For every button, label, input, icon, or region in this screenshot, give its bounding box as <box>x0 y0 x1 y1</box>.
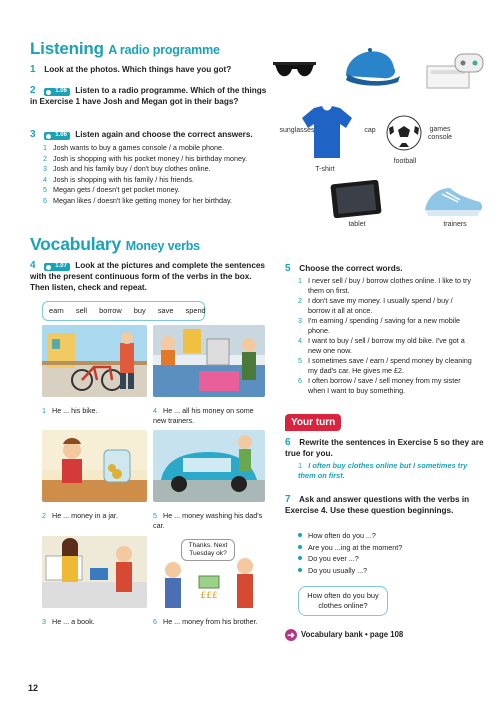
list-item-text: Megan likes / doesn't like getting money for her birthday. <box>53 195 233 205</box>
list-item <box>298 336 473 355</box>
caption-text: He ... all his money on some new trainers. <box>153 406 254 425</box>
picture-3 <box>42 536 147 608</box>
listening-title: Listening <box>30 39 104 58</box>
list-item-number: 4 <box>43 174 47 184</box>
caption-4 <box>153 406 265 425</box>
games-console-label: games console <box>427 126 453 141</box>
sunglasses-label: sunglasses <box>279 127 315 134</box>
list-item <box>298 376 473 395</box>
ex2-text: Listen to a radio programme. Which of the things in Exercise 1 have Josh and Megan got in their bags? <box>30 86 267 107</box>
audio-track-icon[interactable]: 1.07 <box>44 263 70 271</box>
list-item-number: 5 <box>43 185 47 194</box>
ex4-number: 4 <box>30 260 36 271</box>
list-item <box>43 154 263 164</box>
bullet-icon <box>298 545 302 549</box>
your-turn-label: Your turn <box>285 414 341 431</box>
ex5-list <box>298 276 473 396</box>
list-item-text: Josh wants to buy a games console / a mobile phone. <box>53 143 225 152</box>
list-item <box>43 175 263 185</box>
list-item-number: 3 <box>43 164 47 173</box>
vocabulary-title: Vocabulary <box>30 234 122 254</box>
caption-6 <box>153 617 265 627</box>
caption-number: 6 <box>153 617 157 626</box>
list-item-text: I want to buy / sell / borrow my old bike. I've got a new one now. <box>308 336 465 355</box>
list-item <box>43 164 263 174</box>
ex6-number: 6 <box>285 437 291 448</box>
listening-heading <box>30 38 220 60</box>
ex6-example-number: 1 <box>298 461 303 470</box>
caption-text: He ... money washing his dad's car. <box>153 511 263 530</box>
list-item-text: I'm earning / spending / saving for a new mobile phone. <box>308 316 460 335</box>
sunglasses-image <box>272 57 317 83</box>
exercise-6 <box>285 436 485 460</box>
list-item-number: 5 <box>298 356 302 365</box>
ex5-number: 5 <box>285 263 291 274</box>
bullet-icon <box>298 533 302 537</box>
list-item-text: Josh is shopping with his family / his friends. <box>53 174 195 184</box>
listening-subtitle: A radio programme <box>108 43 220 57</box>
list-item-text: I sometimes save / earn / spend money by cleaning my dad's car. He gives me £2. <box>308 356 472 375</box>
list-item <box>298 316 473 335</box>
vocabulary-heading <box>30 233 200 256</box>
picture-1 <box>42 325 147 397</box>
picture-6 <box>153 536 265 608</box>
picture-4 <box>153 325 265 397</box>
picture-5 <box>153 430 265 502</box>
list-item-number: 1 <box>43 143 47 152</box>
list-item <box>298 356 473 375</box>
tshirt-image <box>300 104 354 160</box>
ex3-text: Listen again and choose the correct answers. <box>75 130 253 139</box>
audio-track-icon[interactable]: 1.06 <box>44 132 70 140</box>
ex6-text: Rewrite the sentences in Exercise 5 so they are true for you. <box>285 438 484 459</box>
football-image <box>385 114 423 152</box>
ex2-number: 2 <box>30 85 36 96</box>
caption-number: 1 <box>42 406 46 415</box>
caption-3 <box>42 617 142 627</box>
caption-text: He ... money in a jar. <box>52 511 118 520</box>
caption-1 <box>42 406 142 416</box>
exercise-1 <box>30 63 260 76</box>
ex5-text: Choose the correct words. <box>299 264 403 273</box>
bullet-icon <box>298 556 302 560</box>
list-item <box>43 196 263 206</box>
ex6-example <box>298 461 468 481</box>
list-item-text: I don't save my money. I usually spend / buy / borrow it all at once. <box>308 296 453 315</box>
list-item <box>43 185 263 195</box>
caption-2 <box>42 511 142 521</box>
exercise-7 <box>285 493 485 517</box>
ex3-number: 3 <box>30 129 36 140</box>
vocabulary-bank-text: Vocabulary bank • page 108 <box>301 629 404 639</box>
bullet-icon <box>298 568 302 572</box>
caption-number: 3 <box>42 617 46 626</box>
list-item-text: I never sell / buy / borrow clothes online. I like to try them on first. <box>308 276 471 295</box>
list-item-text: Josh and his family buy / don't buy clothes online. <box>53 164 211 173</box>
bullet-item <box>298 543 468 553</box>
caption-5 <box>153 511 265 530</box>
tablet-image <box>328 180 384 218</box>
cap-image <box>338 42 402 86</box>
word-box: earn sell borrow buy save spend <box>42 301 205 321</box>
picture-2 <box>42 430 147 502</box>
vocabulary-subtitle: Money verbs <box>125 239 200 253</box>
exercise-4 <box>30 259 270 294</box>
ex1-text: Look at the photos. Which things have you got? <box>44 65 232 74</box>
list-item-number: 6 <box>43 195 47 205</box>
bullet-text: Do you ever ...? <box>308 554 359 563</box>
tshirt-label: T-shirt <box>315 166 335 173</box>
audio-track-icon[interactable]: 1.06 <box>44 88 70 96</box>
list-item <box>43 143 263 153</box>
bullet-item <box>298 554 468 564</box>
bullet-text: Are you ...ing at the moment? <box>308 542 403 552</box>
trainers-image <box>422 180 486 220</box>
list-item-number: 6 <box>298 376 302 385</box>
list-item-text: Megan gets / doesn't get pocket money. <box>53 185 180 194</box>
caption-text: He ... a book. <box>52 617 95 626</box>
list-item-number: 1 <box>298 276 302 285</box>
exercise-3 <box>30 128 270 141</box>
ex1-number: 1 <box>30 64 36 75</box>
ex7-bullets <box>298 531 468 577</box>
ex7-number: 7 <box>285 494 291 505</box>
exercise-5 <box>285 262 485 275</box>
bullet-item <box>298 531 468 541</box>
list-item-number: 3 <box>298 316 302 325</box>
bullet-item <box>298 566 468 576</box>
question-bubble: How often do you buy clothes online? <box>298 586 388 616</box>
football-label: football <box>393 158 417 165</box>
arrow-right-icon: ➜ <box>285 629 297 641</box>
list-item-number: 2 <box>43 153 47 163</box>
photos-area <box>270 42 495 232</box>
tablet-label: tablet <box>348 221 366 228</box>
bullet-text: Do you usually ...? <box>308 565 368 575</box>
ex6-example-text: I often buy clothes online but I sometimes try them on first. <box>298 461 468 480</box>
vocabulary-bank-link[interactable] <box>285 629 403 641</box>
list-item <box>298 296 473 315</box>
list-item-number: 2 <box>298 296 302 305</box>
ex3-list <box>43 143 263 206</box>
svg-text:£££: £££ <box>200 591 218 601</box>
list-item-number: 4 <box>298 336 302 345</box>
list-item-text: Josh is shopping with his pocket money / his birthday money. <box>53 153 248 163</box>
list-item-text: I often borrow / save / sell money from my sister when I want to buy something. <box>308 376 461 395</box>
caption-text: He ... his bike. <box>52 406 98 415</box>
caption-number: 4 <box>153 406 157 415</box>
trainers-label: trainers <box>443 221 467 228</box>
ex7-text: Ask and answer questions with the verbs in Exercise 4. Use these question beginnings. <box>285 495 470 516</box>
games-console-image <box>425 52 487 92</box>
caption-number: 5 <box>153 511 157 520</box>
cap-label: cap <box>364 127 376 134</box>
ex4-text: Look at the pictures and complete the sentences with the present continuous form of the verbs in the box. Then listen, check and repeat. <box>30 261 265 293</box>
caption-text: He ... money from his brother. <box>163 617 258 626</box>
page-number: 12 <box>28 683 39 693</box>
bullet-text: How often do you ...? <box>308 531 376 540</box>
speech-bubble: Thanks. Next Tuesday ok? <box>181 539 235 561</box>
exercise-2 <box>30 84 270 108</box>
caption-number: 2 <box>42 511 46 520</box>
list-item <box>298 276 473 295</box>
